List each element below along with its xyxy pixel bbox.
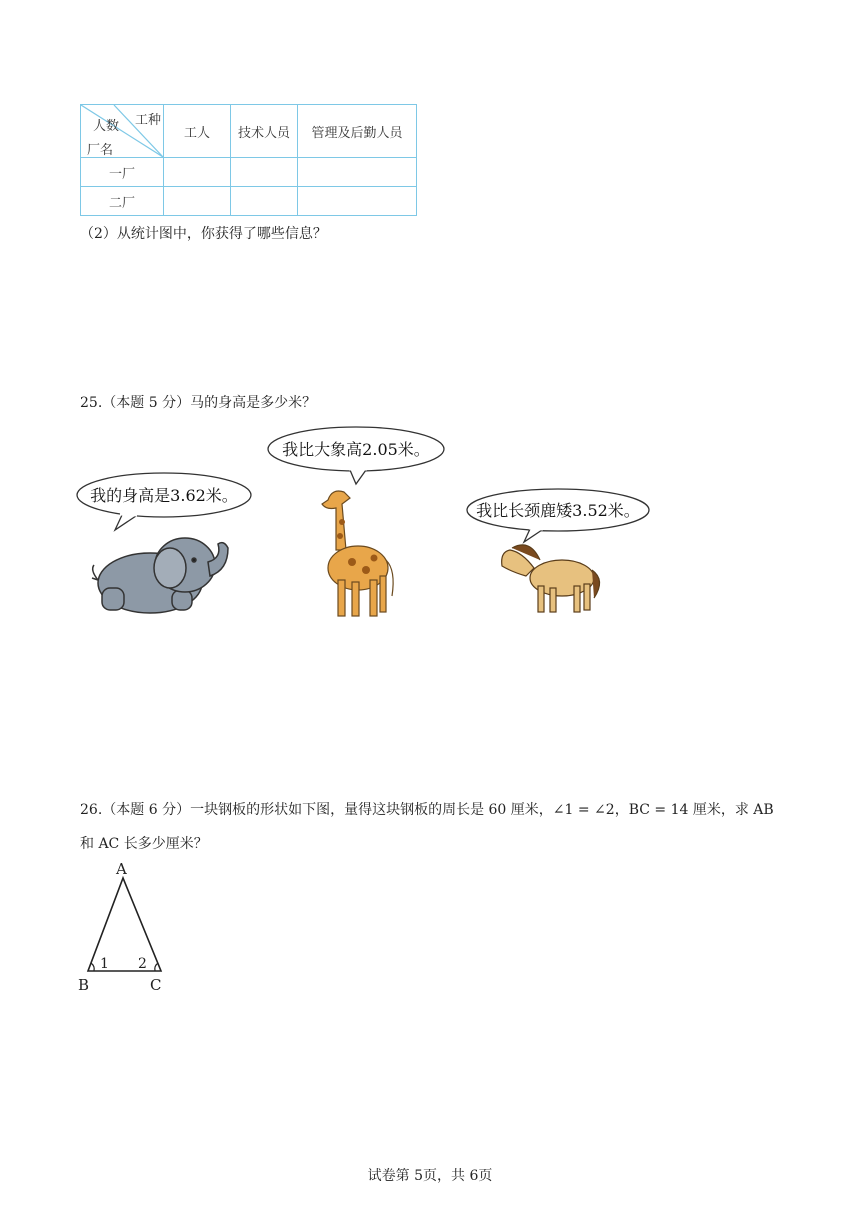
vertex-b-label: B	[78, 976, 90, 994]
question-26-line1: 26.（本题 6 分）一块钢板的形状如下图，量得这块钢板的周长是 60 厘米，∠1 = ∠2，BC = 14 厘米，求 AB	[80, 802, 774, 818]
horse-icon	[502, 545, 600, 612]
elephant-icon	[92, 538, 228, 613]
horse-speech: 我比长颈鹿矮3.52米。	[476, 501, 640, 520]
vertex-a-label: A	[116, 860, 127, 878]
elephant-speech-bubble	[77, 473, 251, 530]
table-header: 技术人员	[231, 105, 298, 158]
table-row-name: 一厂	[81, 158, 164, 187]
table-row-name: 二厂	[81, 187, 164, 216]
corner-top-right: 工种	[134, 113, 161, 128]
table-cell	[231, 158, 298, 187]
question-26-line2: 和 AC 长多少厘米？	[80, 836, 208, 852]
stat-table	[80, 104, 417, 216]
table-header: 管理及后勤人员	[298, 105, 417, 158]
table-cell	[164, 187, 231, 216]
horse-speech-bubble	[467, 489, 649, 542]
question-24-part2: （2）从统计图中，你获得了哪些信息？	[80, 226, 327, 242]
question-25-text: 25.（本题 5 分）马的身高是多少米？	[80, 395, 317, 411]
giraffe-speech-bubble	[268, 427, 444, 484]
giraffe-speech: 我比大象高2.05米。	[282, 440, 430, 459]
vertex-c-label: C	[150, 976, 162, 994]
triangle-figure	[76, 858, 176, 998]
triangle-abc	[88, 878, 161, 971]
elephant-speech: 我的身高是3.62米。	[90, 486, 238, 505]
table-cell	[231, 187, 298, 216]
corner-middle: 人数	[93, 119, 120, 134]
page-footer: 试卷第 5页，共 6页	[367, 1168, 493, 1184]
angle-1-label: 1	[100, 956, 109, 972]
angle-1-arc	[91, 963, 94, 971]
corner-bottom-left: 厂名	[87, 143, 114, 158]
angle-2-label: 2	[138, 956, 147, 972]
table-cell	[298, 158, 417, 187]
giraffe-icon	[322, 491, 393, 616]
table-cell	[298, 187, 417, 216]
animals-illustration	[60, 420, 680, 630]
table-header: 工人	[164, 105, 231, 158]
table-cell	[164, 158, 231, 187]
table-corner-cell	[81, 105, 164, 158]
